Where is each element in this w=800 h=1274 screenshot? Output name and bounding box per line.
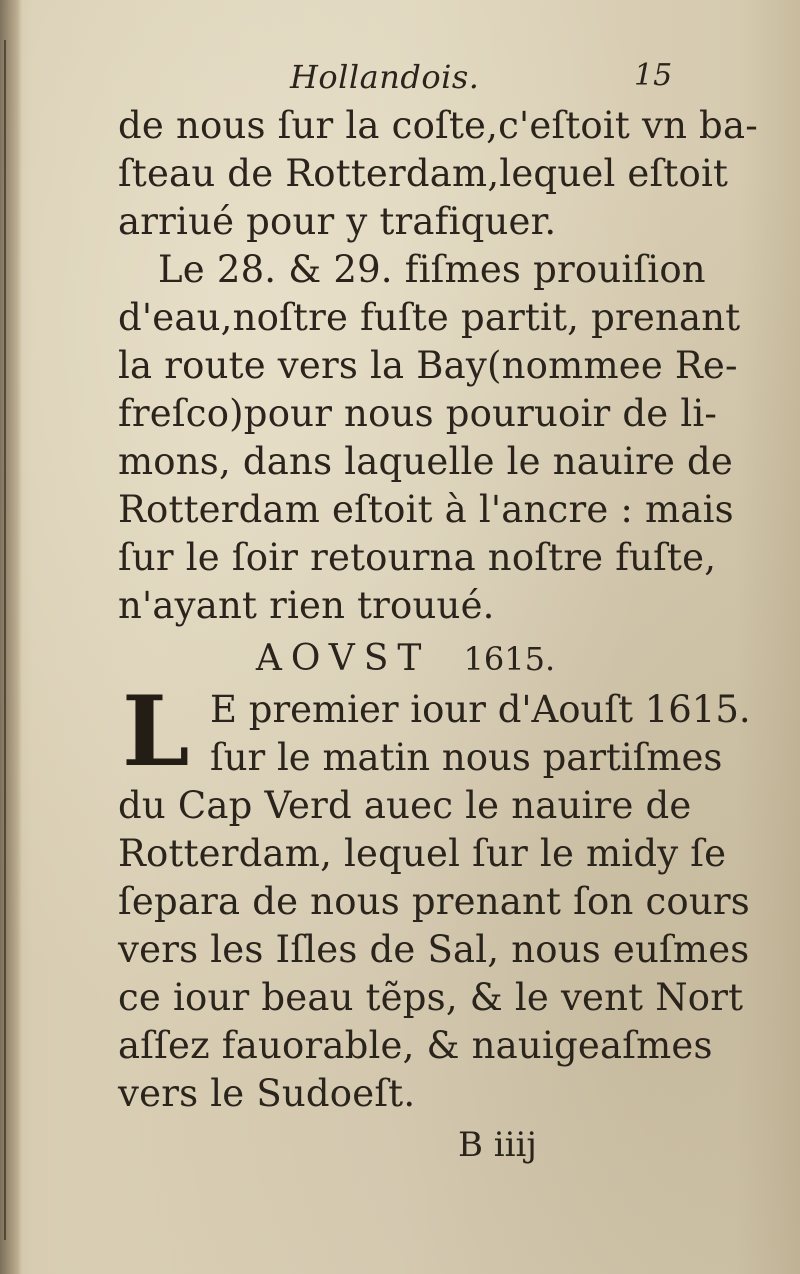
running-title: Hollandois. xyxy=(290,58,480,96)
text-line: d'eau,noſtre fuſte partit, prenant xyxy=(118,296,741,339)
text-line: vers les Iſles de Sal, nous euſmes xyxy=(118,928,750,971)
text-line: Rotterdam, lequel ſur le midy ſe xyxy=(118,832,727,875)
text-line: la route vers la Bay(nommee Re- xyxy=(118,344,738,387)
text-line: ſteau de Rotterdam,lequel eſtoit xyxy=(118,152,729,195)
text-line: ſur le ſoir retourna noſtre fuſte, xyxy=(118,536,717,579)
drop-cap-initial: L xyxy=(122,675,190,788)
text-line: de nous ſur la coſte,c'eſtoit vn ba- xyxy=(118,104,758,147)
text-line: Le 28. & 29. fiſmes prouiſion xyxy=(158,248,706,291)
text-line: aſſez fauorable, & nauigeaſmes xyxy=(118,1024,713,1067)
text-line: mons, dans laquelle le nauire de xyxy=(118,440,734,483)
text-line: vers le Sudoeſt. xyxy=(118,1072,416,1115)
text-line: E premier iour d'Aouſt 1615. xyxy=(210,688,751,731)
signature-mark: B iiij xyxy=(458,1125,537,1165)
page-header xyxy=(0,58,800,108)
main-text xyxy=(118,102,758,1118)
text-line: n'ayant rien trouué. xyxy=(118,584,495,627)
binding-shadow-line xyxy=(4,40,6,1240)
text-line: ſepara de nous prenant ſon cours xyxy=(118,880,750,923)
heading-year: 1615. xyxy=(463,640,556,678)
paragraph-1 xyxy=(118,102,758,246)
text-line: freſco)pour nous pouruoir de li- xyxy=(118,392,718,435)
text-line: Rotterdam eſtoit à l'ancre : mais xyxy=(118,488,734,531)
text-line: arriué pour y trafiquer. xyxy=(118,200,557,243)
paragraph-3 xyxy=(118,675,751,1118)
paragraph-2 xyxy=(118,246,741,630)
section-heading xyxy=(118,634,693,684)
page-number: 15 xyxy=(634,58,673,93)
text-line: du Cap Verd auec le nauire de xyxy=(118,784,692,827)
text-line: ſur le matin nous partiſmes xyxy=(210,736,723,779)
text-line: ce iour beau tẽps, & le vent Nort xyxy=(118,976,744,1019)
heading-month: AOVST xyxy=(255,638,431,679)
